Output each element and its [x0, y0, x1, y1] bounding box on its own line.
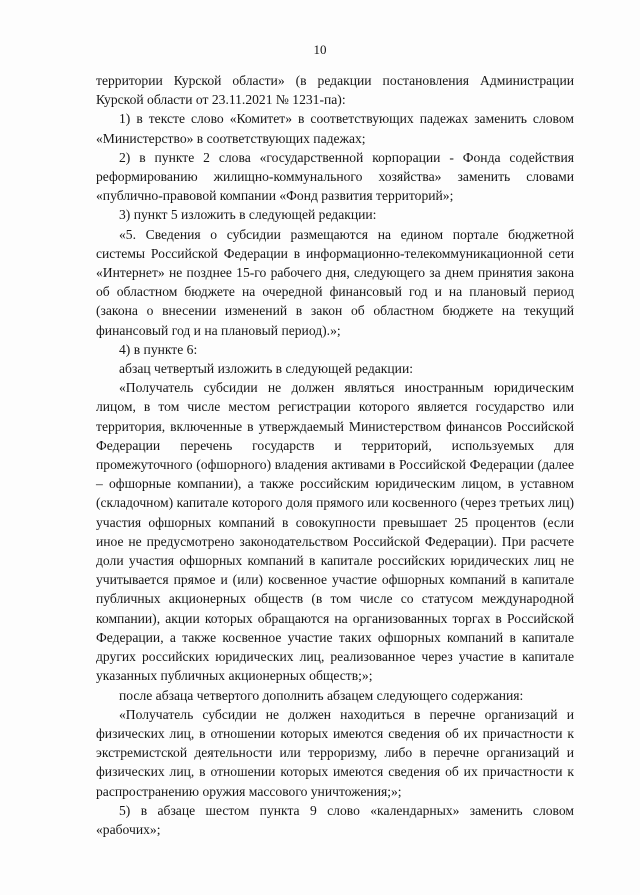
paragraph: после абзаца четвертого дополнить абзацем следующего содержания:: [119, 687, 524, 703]
paragraph: 4) в пункте 6:: [119, 341, 198, 357]
paragraph: 3) пункт 5 изложить в следующей редакции:: [119, 207, 377, 223]
paragraph: «5. Сведения о субсидии размещаются на едином портале бюджетной системы Российской Федерации в информационно-телекоммуникационной сети «Интернет» не позднее 15-го рабочего дня, следующего за днем принятия закона об областном бюджете на очередной финансовый год и на плановый период (закона о внесении изменений в закон об областном бюджете на текущий финансовый год и на плановый период).»;: [96, 226, 574, 338]
paragraph: абзац четвертый изложить в следующей редакции:: [119, 361, 414, 377]
paragraph: «Получатель субсидии не должен являться иностранным юридическим лицом, в том числе местом регистрации которого является государство или территория, включенные в утверждаемый Министерством финансов Российской Федерации перечень государств и территорий, используемых для промежуточного (офшорного) владения активами в Российской Федерации (далее – офшорные компании), а также российским юридическим лицом, в уставном (складочном) капитале которого доля прямого или косвенного (через третьих лиц) участия офшорных компаний в совокупности превышает 25 процентов (если иное не предусмотрено законодательством Российской Федерации). При расчете доли участия офшорных компаний в капитале российских юридических лиц не учитывается прямое и (или) косвенное участие офшорных компаний в капитале публичных акционерных обществ (в том числе со статусом международной компании), акции которых обращаются на организованных торгах в Российской Федерации, а также косвенное участие таких офшорных компаний в капитале других российских юридических лиц, реализованное через участие в капитале указанных публичных акционерных обществ;»;: [96, 380, 574, 684]
paragraph: 2) в пункте 2 слова «государственной корпорации - Фонда содействия реформированию жилищно-коммунального хозяйства» заменить словами «публично-правовой компании «Фонд развития территорий»;: [96, 149, 574, 204]
paragraph: «Получатель субсидии не должен находиться в перечне организаций и физических лиц, в отношении которых имеются сведения об их причастности к экстремистской деятельности или терроризму, либо в перечне организаций и физических лиц, в отношении которых имеются сведения об их причастности к распространению оружия массового уничтожения;»;: [96, 706, 574, 799]
document-body: [96, 71, 574, 839]
paragraph: территории Курской области» (в редакции постановления Администрации Курской области от 23.11.2021 № 1231-па):: [96, 73, 574, 108]
paragraph: 5) в абзаце шестом пункта 9 слово «календарных» заменить словом «рабочих»;: [96, 802, 574, 837]
page-number: 10: [313, 42, 327, 57]
paragraph: 1) в тексте слово «Комитет» в соответствующих падежах заменить словом «Министерство» в соответствующих падежах;: [96, 111, 574, 146]
